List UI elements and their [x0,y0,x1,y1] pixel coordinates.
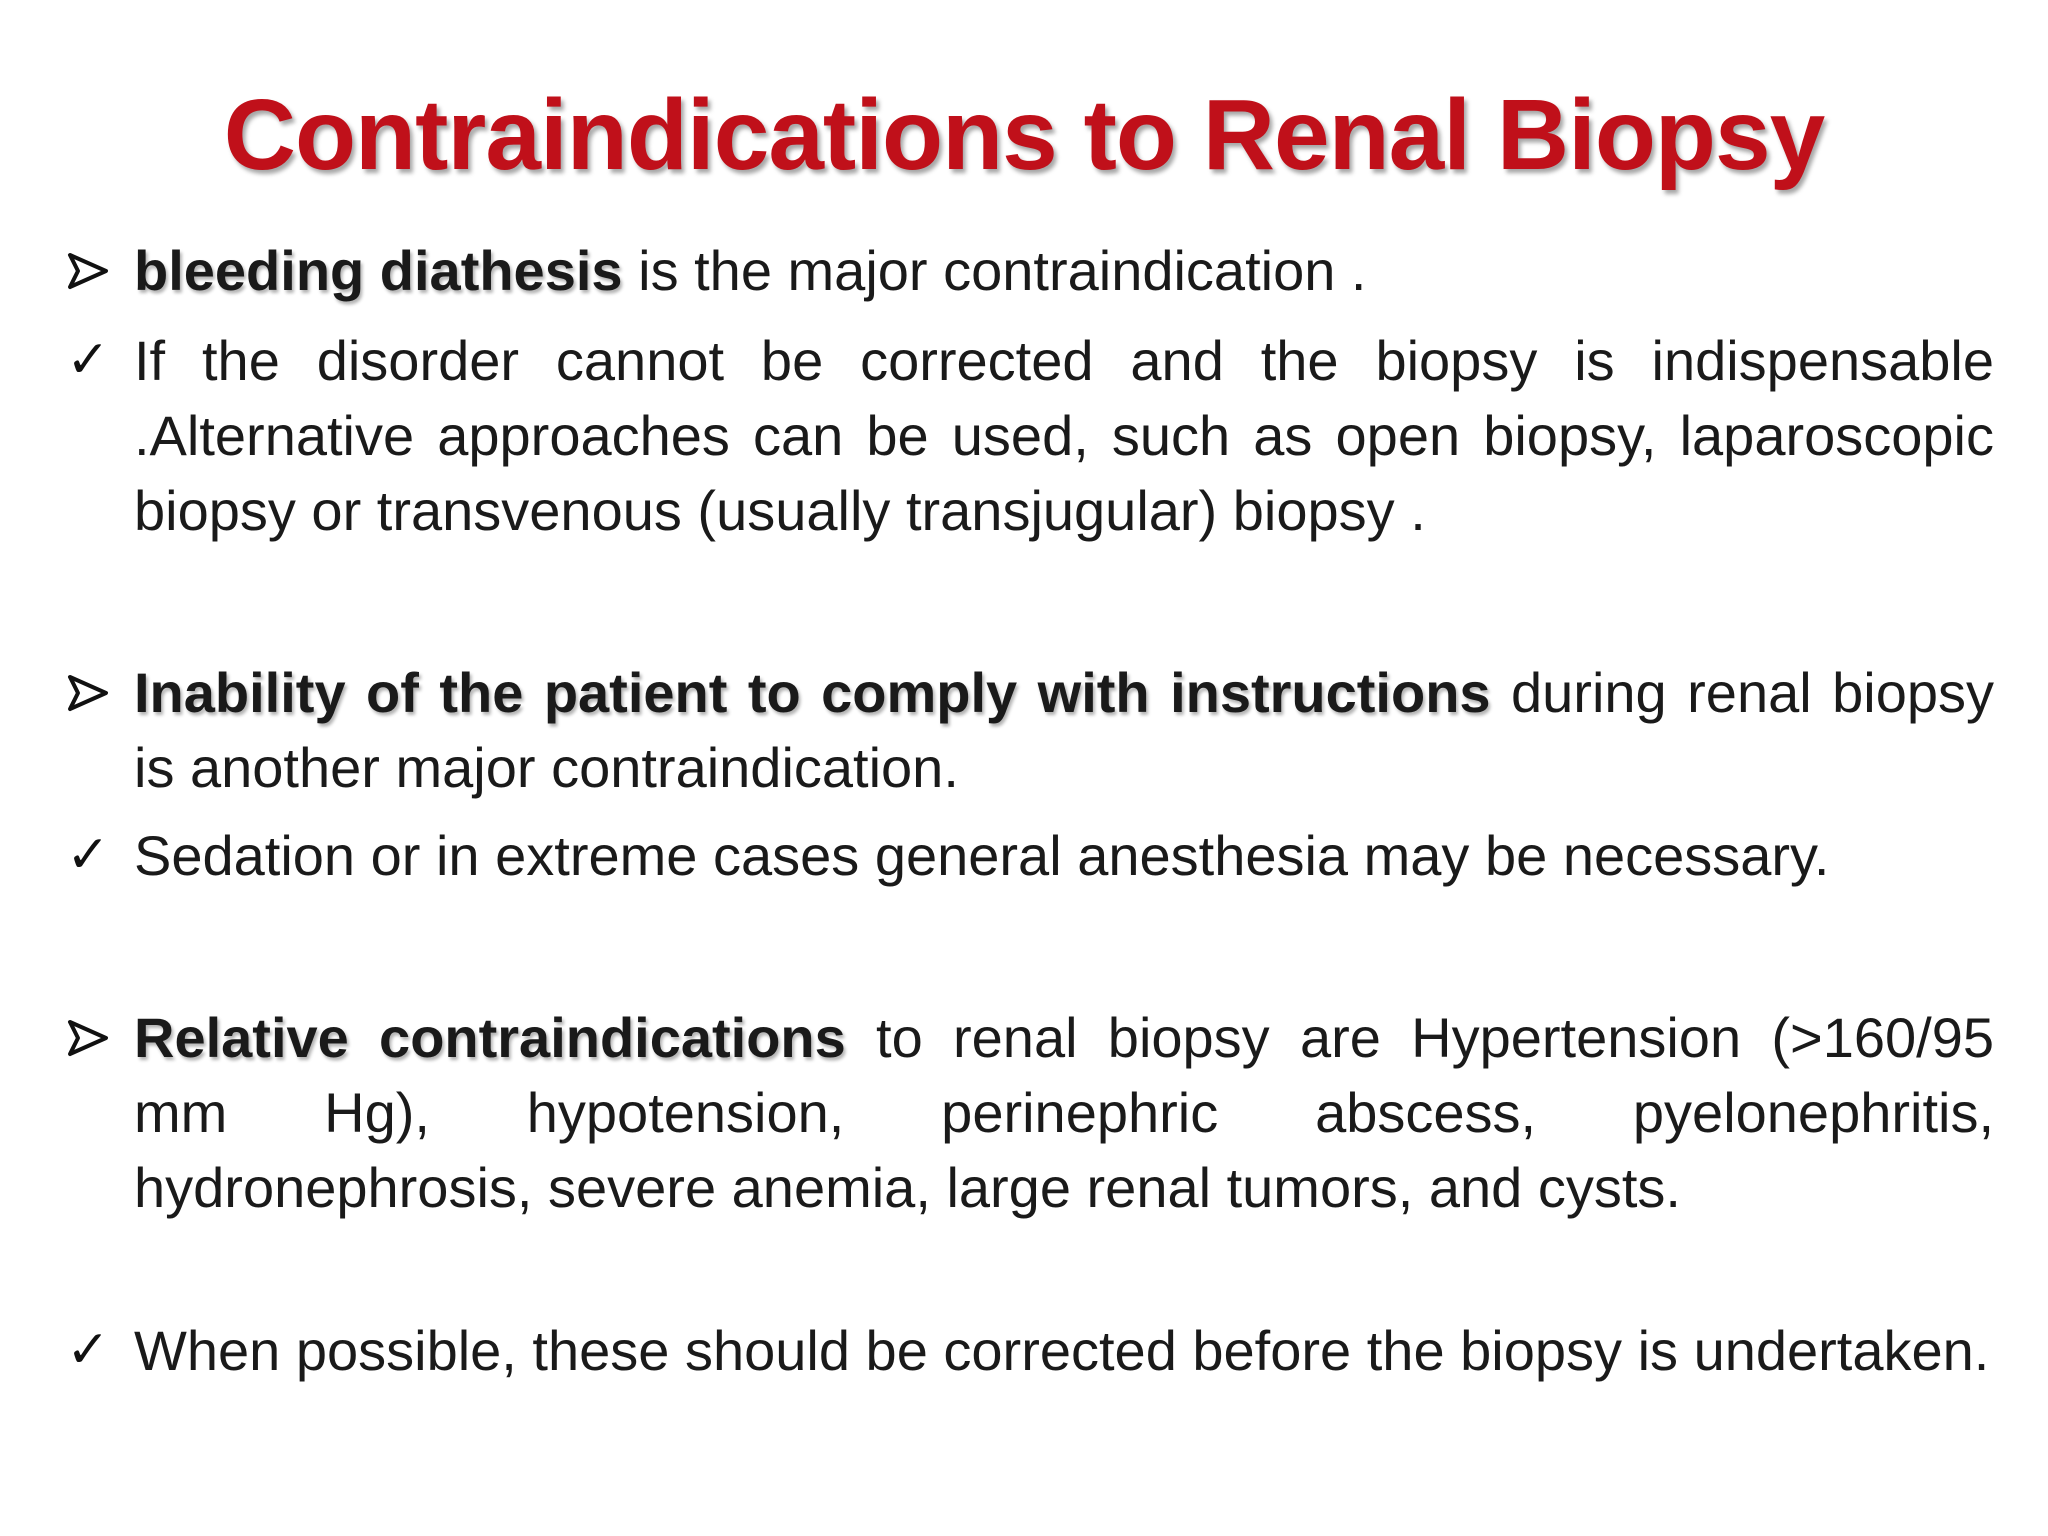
check-text: When possible, these should be corrected before the biopsy is undertaken. [134,1319,1990,1382]
bullet-bold-lead: Relative contraindications [134,1006,846,1069]
arrow-bullet-icon [58,1000,118,1075]
checkmark-icon: ✓ [66,825,110,885]
bullet-item-3 [134,1000,1994,1225]
bullet-bold-lead: bleeding diathesis [134,239,623,302]
bullet-text: is the major contraindication . [622,239,1367,302]
check-text: Sedation or in extreme cases general anesthesia may be necessary. [134,824,1830,887]
arrow-bullet-icon [58,233,118,308]
bullet-item-2 [134,655,1994,805]
bullet-text: to renal biopsy are Hypertension (>160/95 mm Hg), hypotension, perinephric abscess, pyelonephritis, hydronephrosis, severe anemia, large renal tumors, and cysts. [134,1006,1994,1219]
check-item-2 [66,818,1994,893]
arrow-bullet-icon [58,655,118,730]
bullet-text: during renal biopsy is another major contraindication. [134,661,1994,799]
check-item-1 [66,323,1994,548]
bullet-bold-lead: Inability of the patient to comply with instructions [134,661,1491,724]
checkmark-icon: ✓ [66,1320,110,1380]
slide-title: Contraindications to Renal Biopsy [223,79,1825,191]
check-item-3 [66,1313,1994,1388]
checkmark-icon: ✓ [66,330,110,390]
bullet-item-1 [134,233,1994,308]
check-text: If the disorder cannot be corrected and the biopsy is indispensable .Alternative approaches can be used, such as open biopsy, laparoscopic biopsy or transvenous (usually transjugular) biopsy . [134,329,1994,542]
